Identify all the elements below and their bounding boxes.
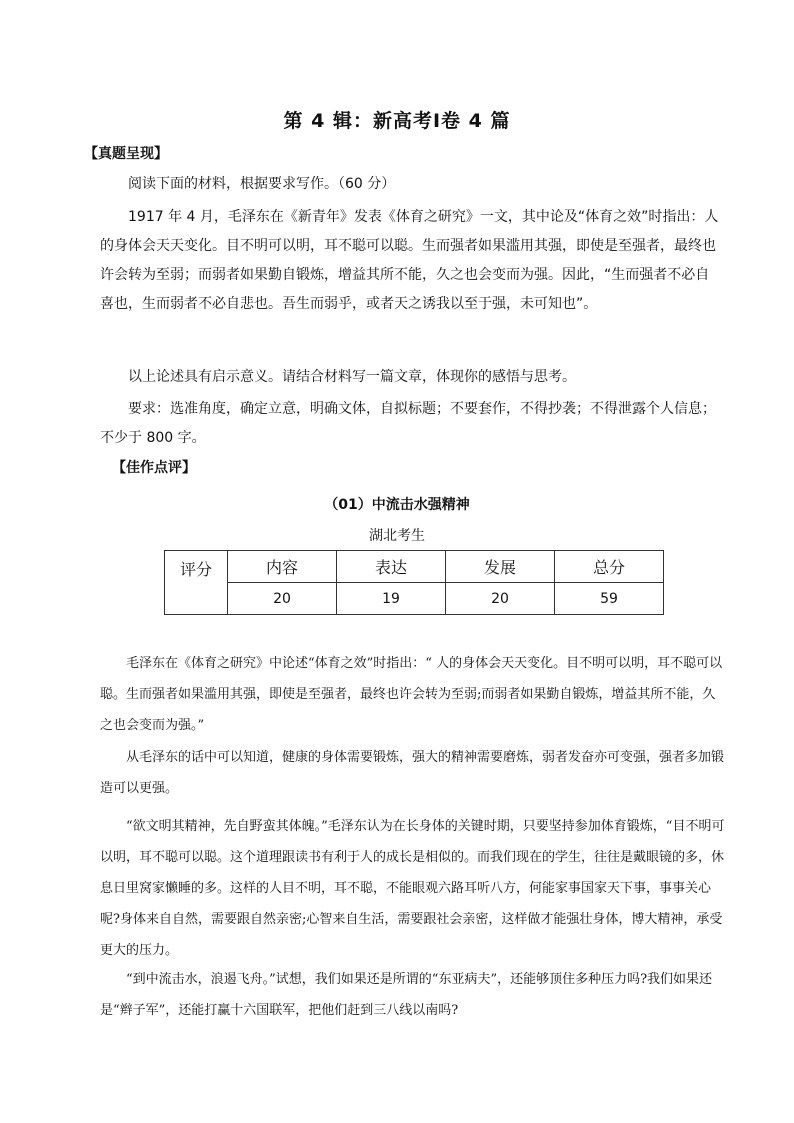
- score-col-expression: 表达: [337, 551, 446, 583]
- page-title: 第 4 辑：新高考Ⅰ卷 4 篇: [283, 110, 511, 132]
- score-value-development: 20: [446, 583, 555, 615]
- essay-paragraph-4: “到中流击水，浪遏飞舟。”试想，我们如果还是所谓的“东亚病夫”，还能够顶住多种压力吗?我们如果还是“辫子军”，还能打赢十六国联军，把他们赶到三八线以南吗?: [100, 972, 713, 1018]
- material-text: 1917 年 4 月，毛泽东在《新青年》发表《体育之研究》一文，其中论及“体育之效”时指出：人的身体会天天变化。目不明可以明，耳不聪可以聪。生而强者如果滥用其强，即使是至强者，最终也许会转为至弱；而弱者如果勤自锻炼，增益其所不能，久之也会变而为强。因此，“生而强者不必自喜也，生而弱者不必自悲也。吾生而弱乎，或者天之诱我以至于强，未可知也”。: [100, 209, 719, 312]
- score-row-header: 评分: [165, 551, 228, 615]
- instruction-text: 阅读下面的材料，根据要求写作。（60 分）: [128, 176, 396, 192]
- score-value-content: 20: [228, 583, 337, 615]
- essay-title: （01）中流击水强精神: [324, 497, 470, 513]
- score-value-expression: 19: [337, 583, 446, 615]
- requirements-text: 要求：选准角度，确定立意，明确文体，自拟标题；不要套作，不得抄袭；不得泄露个人信息；不少于 800 字。: [100, 401, 716, 446]
- section-label-exam: 【真题呈现】: [84, 146, 168, 162]
- essay-paragraph-3: “欲文明其精神，先自野蛮其体魄。”毛泽东认为在长身体的关键时期，只要坚持参加体育锻炼，“目不明可以明，耳不聪可以聪。这个道理跟读书有利于人的成长是相似的。而我们现在的学生，往往是戴眼镜的多，休息日里窝家懒睡的多。这样的人目不明，耳不聪，不能眼观六路耳听八方，何能家事国家天下事，事事关心呢?身体来自自然，需要跟自然亲密;心智来自生活，需要跟社会亲密，这样做才能强壮身体，博大精神，承受更大的压力。: [100, 819, 725, 958]
- section-label-review: 【佳作点评】: [112, 460, 196, 476]
- essay-paragraph-1: 毛泽东在《体育之研究》中论述“体育之效”时指出：“ 人的身体会天天变化。目不明可以明，耳不聪可以聪。生而强者如果滥用其强，即使是至强者，最终也许会转为至弱;而弱者如果勤自锻炼，增益其所不能，久之也会变而为强。”: [100, 656, 723, 733]
- essay-author: 湖北考生: [369, 528, 425, 544]
- prompt-text: 以上论述具有启示意义。请结合材料写一篇文章，体现你的感悟与思考。: [128, 369, 576, 385]
- score-table: [164, 550, 664, 615]
- score-col-development: 发展: [446, 551, 555, 583]
- score-col-total: 总分: [555, 551, 664, 583]
- score-value-total: 59: [555, 583, 664, 615]
- essay-paragraph-2: 从毛泽东的话中可以知道，健康的身体需要锻炼，强大的精神需要磨炼，弱者发奋亦可变强，强者多加锻造可以更强。: [100, 750, 725, 796]
- score-col-content: 内容: [228, 551, 337, 583]
